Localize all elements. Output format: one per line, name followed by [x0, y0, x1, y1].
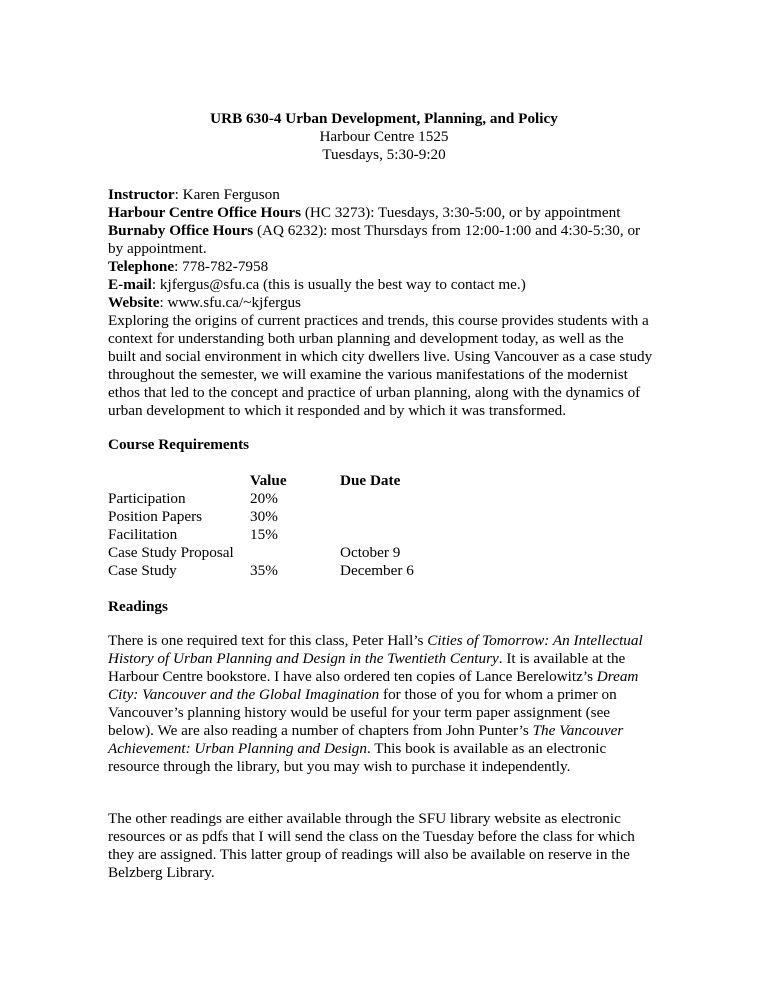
hc-office-hours-line [108, 204, 668, 222]
burnaby-office-hours-cont: by appointment. [108, 240, 207, 257]
course-header [0, 110, 768, 164]
requirement-value: 15% [250, 526, 278, 543]
table-row [108, 544, 540, 562]
website-label: Website [108, 294, 160, 311]
requirement-due [340, 508, 540, 526]
requirement-item: Case Study [108, 562, 177, 579]
table-header-blank [108, 472, 250, 490]
readings-line: they are assigned. This latter group of readings will also be available on reserve in the [108, 846, 630, 863]
requirements-table [108, 472, 540, 580]
readings-text: for those of you for whom a primer on [379, 686, 617, 703]
telephone-label: Telephone [108, 258, 175, 275]
instructor-line [108, 186, 668, 204]
due-date-column-header: Due Date [340, 472, 401, 489]
readings-line [108, 722, 660, 740]
table-row [108, 490, 540, 508]
hc-office-hours-label: Harbour Centre Office Hours [108, 204, 302, 221]
table-row [108, 508, 540, 526]
book-title: City: Vancouver and the Global Imagination [108, 686, 380, 703]
email-label: E-mail [108, 276, 152, 293]
book-title: Achievement: Urban Planning and Design [108, 740, 367, 757]
intro-line: throughout the semester, we will examine the various manifestations of the modernist [108, 366, 628, 383]
readings-text: There is one required text for this class, Peter Hall’s [108, 632, 428, 649]
book-title: Dream [596, 668, 639, 685]
requirement-due: October 9 [340, 544, 401, 561]
requirements-heading: Course Requirements [108, 436, 250, 453]
requirement-value: 35% [250, 562, 278, 579]
readings-line: The other readings are either available through the SFU library website as electronic [108, 810, 621, 827]
intro-line: context for understanding both urban planning and development today, as well as the [108, 330, 624, 347]
requirement-due: December 6 [340, 562, 414, 579]
requirement-item: Position Papers [108, 508, 203, 525]
course-schedule: Tuesdays, 5:30-9:20 [322, 146, 446, 163]
instructor-value: : Karen Ferguson [174, 186, 280, 203]
book-title: The Vancouver [532, 722, 624, 739]
burnaby-office-hours-line [108, 222, 668, 240]
website-value[interactable]: : www.sfu.ca/~kjfergus [159, 294, 301, 311]
hc-office-hours-value: (HC 3273): Tuesdays, 3:30-5:00, or by appointment [301, 204, 621, 221]
burnaby-office-hours-label: Burnaby Office Hours [108, 222, 254, 239]
email-value[interactable]: : kjfergus@sfu.ca (this is usually the best way to contact me.) [151, 276, 526, 293]
intro-line: urban development to which it responded and by which it was transformed. [108, 402, 567, 419]
intro-line: Exploring the origins of current practices and trends, this course provides students with a [108, 312, 649, 329]
telephone-value: : 778-782-7958 [174, 258, 269, 275]
readings-line [108, 632, 660, 650]
readings-line [108, 650, 660, 668]
readings-line [108, 686, 660, 704]
readings-line: resource through the library, but you may wish to purchase it independently. [108, 758, 571, 775]
readings-text: . It is available at the [498, 650, 626, 667]
requirement-due [340, 490, 540, 508]
telephone-line [108, 258, 668, 276]
email-line [108, 276, 668, 294]
readings-paragraph-1 [108, 632, 660, 776]
table-header-row [108, 472, 540, 490]
readings-line: Belzberg Library. [108, 864, 215, 881]
readings-line: Vancouver’s planning history would be useful for your term paper assignment (see [108, 704, 611, 721]
burnaby-office-hours-value: (AQ 6232): most Thursdays from 12:00-1:00 and 4:30-5:30, or [253, 222, 641, 239]
requirement-item: Participation [108, 490, 186, 507]
book-title: Cities of Tomorrow: An Intellectual [427, 632, 643, 649]
requirement-item: Facilitation [108, 526, 178, 543]
intro-line: built and social environment in which city dwellers live. Using Vancouver as a case study [108, 348, 653, 365]
requirement-item: Case Study Proposal [108, 544, 234, 561]
table-row [108, 526, 540, 544]
readings-text: . This book is available as an electronic [366, 740, 607, 757]
website-line [108, 294, 668, 312]
value-column-header: Value [250, 472, 287, 489]
requirement-due [340, 526, 540, 544]
book-title: History of Urban Planning and Design in the Twentieth Century [108, 650, 499, 667]
readings-heading: Readings [108, 598, 168, 615]
readings-line [108, 668, 660, 686]
intro-line: ethos that led to the concept and practice of urban planning, along with the dynamics of [108, 384, 641, 401]
contact-info [108, 186, 668, 312]
requirement-value [250, 544, 340, 562]
course-location: Harbour Centre 1525 [319, 128, 449, 145]
readings-text: below). We are also reading a number of chapters from John Punter’s [108, 722, 533, 739]
readings-line [108, 740, 660, 758]
readings-text: Harbour Centre bookstore. I have also ordered ten copies of Lance Berelowitz’s [108, 668, 597, 685]
requirement-value: 20% [250, 490, 278, 507]
course-description [108, 312, 660, 420]
readings-line: resources or as pdfs that I will send the class on the Tuesday before the class for which [108, 828, 635, 845]
course-title: URB 630-4 Urban Development, Planning, and Policy [210, 110, 558, 127]
instructor-label: Instructor [108, 186, 175, 203]
readings-paragraph-2 [108, 810, 660, 882]
table-row [108, 562, 540, 580]
requirement-value: 30% [250, 508, 278, 525]
